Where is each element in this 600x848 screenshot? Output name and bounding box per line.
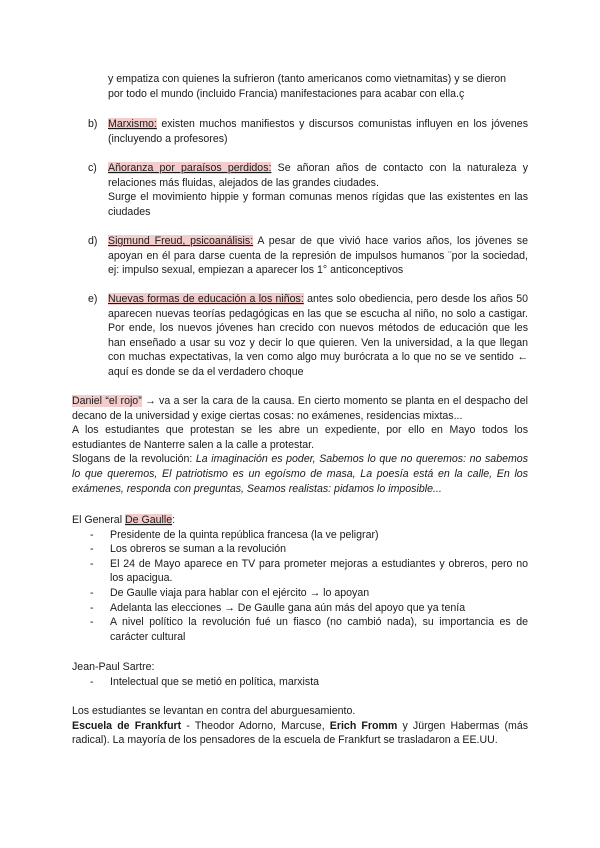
dash-marker: - xyxy=(90,675,94,688)
dash-marker: - xyxy=(90,557,94,570)
list-item xyxy=(90,542,528,557)
closing-line-1: Los estudiantes se levantan en contra del aburguesamiento. xyxy=(72,705,356,717)
daniel-name: Daniel “el rojo” xyxy=(72,395,142,407)
list-body: antes solo obediencia, pero desde los años 50 aparecen nuevas teorías pedagógicas en las que se escucha al niño, no solo a castigar. Por ende, los nuevos jóvenes han crecido con nuevos métodos de educación que les han enseñado a usar su voz y decir lo que quieren. Ven la universidad, a la que llegan con muchas expectativas, la ven como algo muy burócrata a lo que no se ve sentido ← aquí es donde se da el verdadero choque xyxy=(108,293,528,378)
dash-marker: - xyxy=(90,543,94,556)
list-item-text: Presidente de la quinta república francesa (la ve peligrar) xyxy=(110,528,379,541)
list-item xyxy=(90,528,528,543)
dash-marker: - xyxy=(90,601,94,614)
list-heading: Nuevas formas de educación a los niños: xyxy=(108,293,304,305)
intro-line-1: y empatiza con quienes la sufrieron (tanto americanos como vietnamitas) y se dieron xyxy=(108,73,507,85)
frankfurt-text-b: y Jürgen Habermas (más radical). La mayoría de los pensadores de la escuela de Frankfurt se trasladaron a EE.UU. xyxy=(72,719,529,747)
frankfurt-label: Escuela de Frankfurt xyxy=(72,719,182,732)
list-item xyxy=(90,557,528,586)
list-marker: d) xyxy=(88,235,98,247)
daniel-text: → va a ser la cara de la causa. En cierto momento se planta en el despacho del decano de la universidad y exige ciertas cosas: no exámenes, residencias mixtas... xyxy=(72,395,528,422)
list-body: A pesar de que vivió hace varios años, los jóvenes se apoyan en él para darse cuenta de la represión de impulsos humanos ¨por la sociedad, ej: impulso sexual, empiezan a aparecer los 1° anticonceptivos xyxy=(108,235,528,277)
slogans-text: La imaginación es poder, Sabemos lo que no queremos: no sabemos lo que queremos, El patriotismo es un egoísmo de masa, La poesía está en la calle, En los exámenes, responda con preguntas, Seamos realistas: pidamos lo imposible... xyxy=(72,453,528,495)
list-item-text xyxy=(108,234,528,278)
intro-paragraph xyxy=(108,72,528,101)
heading-suffix: : xyxy=(172,514,176,526)
expediente-text: A los estudiantes que protestan se les abre un expediente, por ello en Mayo todos los estudiantes de Nanterre salen a la calle a protestar. xyxy=(72,424,528,451)
fromm-label: Erich Fromm xyxy=(329,719,398,732)
list-item xyxy=(90,675,528,690)
intro-line-2: por todo el mundo (incluido Francia) manifestaciones para acabar con ella.ç xyxy=(108,87,465,100)
list-extra: Surge el movimiento hippie y forman comunas menos rígidas que las existentes en las ciudades xyxy=(108,191,528,218)
list-item xyxy=(90,586,528,601)
list-item-text: El 24 de Mayo aparece en TV para prometer mejoras a estudiantes y obreros, pero no los apaciguа. xyxy=(110,557,528,585)
sartre-list xyxy=(90,675,528,690)
dash-marker: - xyxy=(90,586,94,599)
list-item xyxy=(90,615,528,644)
list-item xyxy=(90,601,528,616)
frankfurt-text-a: - Theodor Adorno, Marcuse, xyxy=(181,719,330,732)
dash-marker: - xyxy=(90,528,94,541)
list-heading: Marxismo: xyxy=(108,118,157,130)
frankfurt-paragraph xyxy=(72,719,528,748)
closing-section xyxy=(72,704,528,748)
list-body: Se añoran años de contacto con la naturaleza y relaciones más fluidas, alejados de las grandes ciudades. xyxy=(108,162,528,189)
list-item-text: A nivel político la revolución fué un fiasco (no cambió nada), su importancia es de carácter cultural xyxy=(110,616,528,643)
dash-marker: - xyxy=(90,616,94,629)
list-item-text: Los obreros se suman a la revolución xyxy=(110,543,287,556)
daniel-section xyxy=(72,394,528,496)
list-marker: b) xyxy=(88,118,98,130)
de-gaulle-heading xyxy=(72,513,528,528)
heading-name: De Gaulle xyxy=(125,514,173,526)
de-gaulle-section xyxy=(72,513,528,644)
list-heading: Añoranza por paraísos perdidos: xyxy=(108,162,272,174)
list-heading: Sigmund Freud, psicoanálisis: xyxy=(108,235,254,247)
list-marker: e) xyxy=(88,293,98,305)
sartre-section xyxy=(72,660,528,689)
list-item-text xyxy=(108,117,528,146)
list-item-text: De Gaulle viaja para hablar con el ejército → lo apoyan xyxy=(110,586,370,599)
list-marker: c) xyxy=(88,162,97,174)
list-body: existen muchos manifiestos y discursos comunistas influyen en los jóvenes (incluyendo a profesores) xyxy=(108,118,528,145)
list-item-text: Intelectual que se metió en política, marxista xyxy=(110,675,320,688)
slogans-label: Slogans de la revolución: xyxy=(72,453,196,466)
list-item-text xyxy=(108,292,528,380)
list-item-text: Adelanta las elecciones → De Gaulle gana aún más del apoyo que ya tenía xyxy=(110,601,466,614)
sartre-heading: Jean-Paul Sartre: xyxy=(72,661,155,673)
de-gaulle-list xyxy=(90,528,528,645)
list-item-text xyxy=(108,161,528,219)
heading-prefix: El General xyxy=(72,514,125,526)
